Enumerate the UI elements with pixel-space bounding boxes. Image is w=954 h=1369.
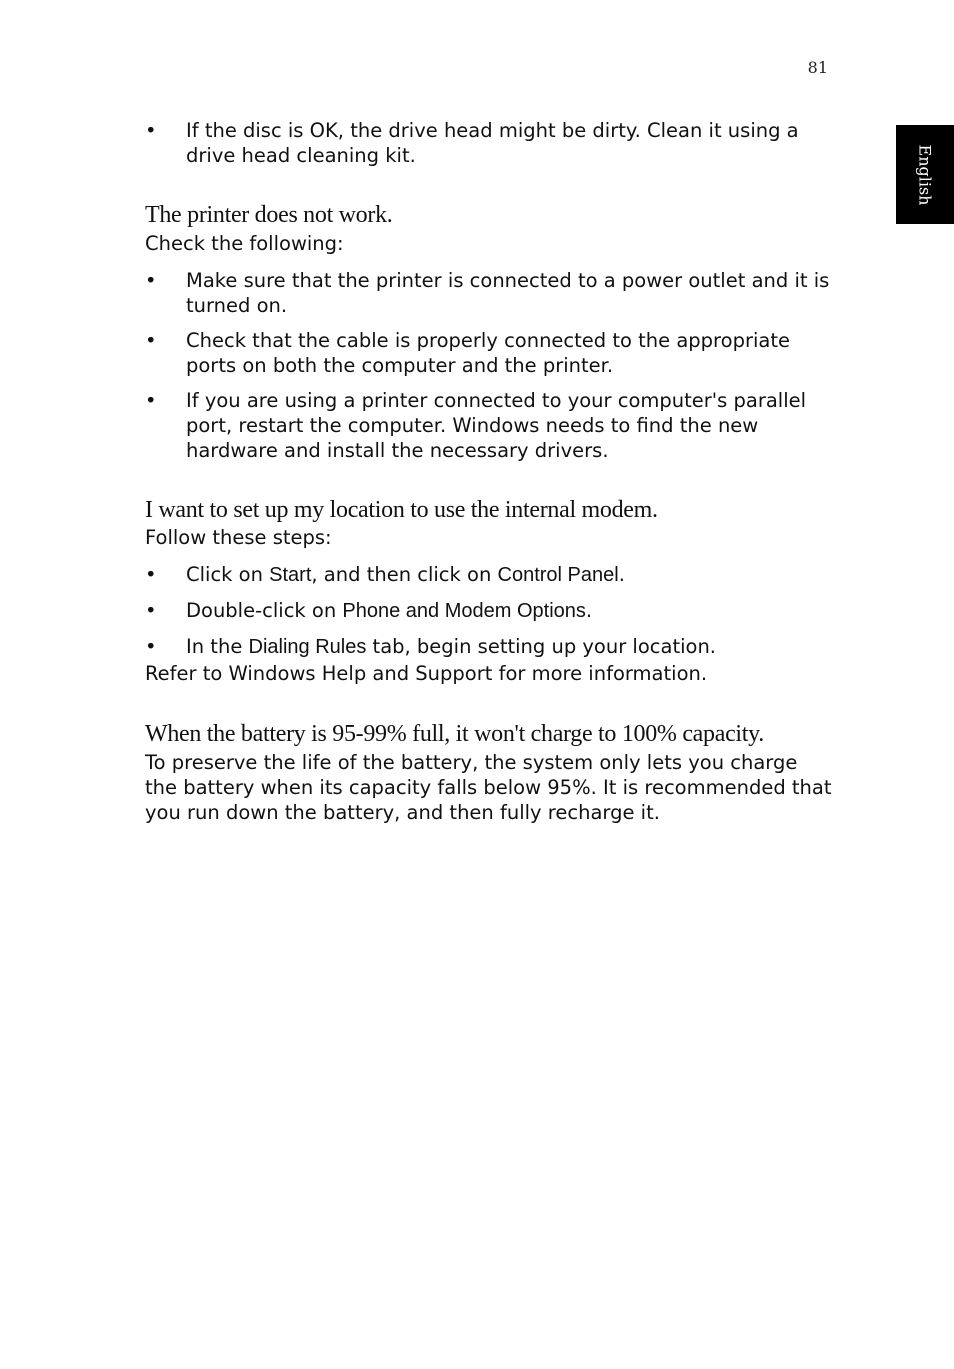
page-number: 81 bbox=[807, 58, 828, 77]
step-text: . bbox=[618, 563, 625, 586]
printer-heading: The printer does not work. bbox=[145, 202, 393, 228]
ui-term-start: Start bbox=[269, 564, 312, 586]
list-item: • If you are using a printer connected to your computer's parallel port, restart the computer. Windows needs to find the new hardware and install the necessary drivers. bbox=[145, 388, 835, 463]
list-item bbox=[145, 634, 835, 660]
ui-term-dialing-rules: Dialing Rules bbox=[248, 636, 367, 658]
modem-steps-list bbox=[145, 562, 835, 660]
step-text: Double-click on bbox=[186, 599, 343, 622]
list-item: • Check that the cable is properly connected to the appropriate ports on both the computer and the printer. bbox=[145, 328, 835, 378]
modem-footer: Refer to Windows Help and Support for more information. bbox=[145, 662, 708, 685]
step-text: tab, begin setting up your location. bbox=[366, 635, 717, 658]
list-item bbox=[145, 598, 835, 624]
ui-term-phone-modem-options: Phone and Modem Options bbox=[342, 600, 586, 622]
language-tab-label: English bbox=[915, 144, 935, 205]
modem-lead: Follow these steps: bbox=[145, 526, 332, 549]
step-text: , and then click on bbox=[311, 563, 498, 586]
list-item bbox=[145, 562, 835, 588]
list-item: • If the disc is OK, the drive head might be dirty. Clean it using a drive head cleaning kit. bbox=[145, 118, 835, 168]
battery-body: To preserve the life of the battery, the system only lets you charge the battery when its capacity falls below 95%. It is recommended that you run down the battery, and then fully recharge it. bbox=[145, 751, 832, 824]
step-text: . bbox=[585, 599, 593, 622]
modem-heading: I want to set up my location to use the internal modem. bbox=[145, 497, 658, 523]
step-text: Click on bbox=[186, 563, 270, 586]
step-text: In the bbox=[186, 635, 249, 658]
ui-term-control-panel: Control Panel bbox=[497, 564, 619, 586]
printer-lead: Check the following: bbox=[145, 232, 344, 255]
printer-bullet-list bbox=[145, 268, 835, 463]
battery-heading: When the battery is 95-99% full, it won't charge to 100% capacity. bbox=[145, 721, 765, 747]
intro-bullet-list bbox=[145, 118, 835, 168]
page-content bbox=[145, 118, 835, 825]
list-item: • Make sure that the printer is connected to a power outlet and it is turned on. bbox=[145, 268, 835, 318]
language-tab bbox=[896, 125, 954, 224]
